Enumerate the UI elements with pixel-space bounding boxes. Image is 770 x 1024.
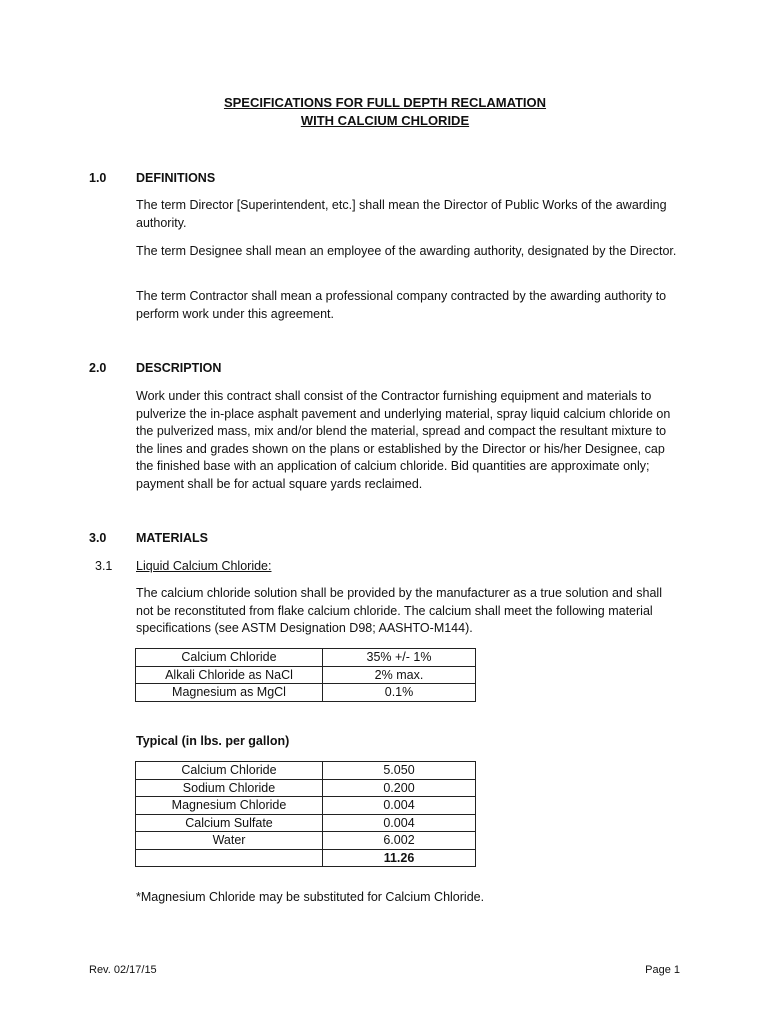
section-number-definitions: 1.0 <box>89 171 107 185</box>
title-line-2: WITH CALCIUM CHLORIDE <box>300 113 470 128</box>
table-cell: Calcium Chloride <box>136 762 323 780</box>
table-row <box>136 779 476 797</box>
table-cell: Alkali Chloride as NaCl <box>136 666 323 684</box>
table-cell: Calcium Chloride <box>136 649 323 667</box>
table-cell: 0.004 <box>323 797 476 815</box>
subsection-heading: Liquid Calcium Chloride: <box>136 559 272 573</box>
table-row <box>136 684 476 702</box>
section-heading-description: DESCRIPTION <box>136 361 222 375</box>
footnote: *Magnesium Chloride may be substituted for Calcium Chloride. <box>136 890 485 904</box>
table-cell-empty <box>136 849 323 867</box>
table-cell: Magnesium as MgCl <box>136 684 323 702</box>
section-heading-definitions: DEFINITIONS <box>136 171 216 185</box>
materials-paragraph: The calcium chloride solution shall be provided by the manufacturer as a true solution and shall not be reconstituted from flake calcium chloride. The calcium shall meet the following material specifications (see ASTM Designation D98; AASHTO-M144). <box>136 586 662 635</box>
table-cell: 2% max. <box>323 666 476 684</box>
table-cell: 0.1% <box>323 684 476 702</box>
section-number-materials: 3.0 <box>89 531 107 545</box>
table-row <box>136 666 476 684</box>
spec-table <box>135 648 476 702</box>
section-number-description: 2.0 <box>89 361 107 375</box>
table-row <box>136 797 476 815</box>
table-cell: Water <box>136 832 323 850</box>
table-total-row <box>136 849 476 867</box>
table-cell: 0.004 <box>323 814 476 832</box>
description-paragraph: Work under this contract shall consist of the Contractor furnishing equipment and materials to pulverize the in-place asphalt pavement and underlying material, spray liquid calcium chloride on the pulverized mass, mix and/or blend the material, spread and compact the resultant mixture to the lines and grades shown on the plans or established by the Director or his/her Designee, cap the finished base with an application of calcium chloride. Bid quantities are approximate only; payment shall be for actual square yards reclaimed. <box>136 389 671 491</box>
subsection-number: 3.1 <box>95 559 113 573</box>
section-heading-materials: MATERIALS <box>136 531 208 545</box>
table-cell: 6.002 <box>323 832 476 850</box>
table-cell: Calcium Sulfate <box>136 814 323 832</box>
typical-table <box>135 761 476 867</box>
revision-date: Rev. 02/17/15 <box>89 964 157 976</box>
table-cell: 5.050 <box>323 762 476 780</box>
definition-director: The term Director [Superintendent, etc.] shall mean the Director of Public Works of the awarding authority. <box>136 198 667 230</box>
document-title <box>0 94 770 130</box>
table-row <box>136 814 476 832</box>
table-total-value: 11.26 <box>323 849 476 867</box>
definition-contractor: The term Contractor shall mean a professional company contracted by the awarding authority to perform work under this agreement. <box>136 289 667 321</box>
table-cell: 0.200 <box>323 779 476 797</box>
table-cell: Sodium Chloride <box>136 779 323 797</box>
title-line-1: SPECIFICATIONS FOR FULL DEPTH RECLAMATION <box>223 95 547 110</box>
table-row <box>136 762 476 780</box>
page-number: Page 1 <box>645 964 680 976</box>
table-cell: 35% +/- 1% <box>323 649 476 667</box>
definition-designee: The term Designee shall mean an employee of the awarding authority, designated by the Director. <box>136 244 677 258</box>
typical-label: Typical (in lbs. per gallon) <box>136 734 290 748</box>
table-row <box>136 649 476 667</box>
table-row <box>136 832 476 850</box>
table-cell: Magnesium Chloride <box>136 797 323 815</box>
